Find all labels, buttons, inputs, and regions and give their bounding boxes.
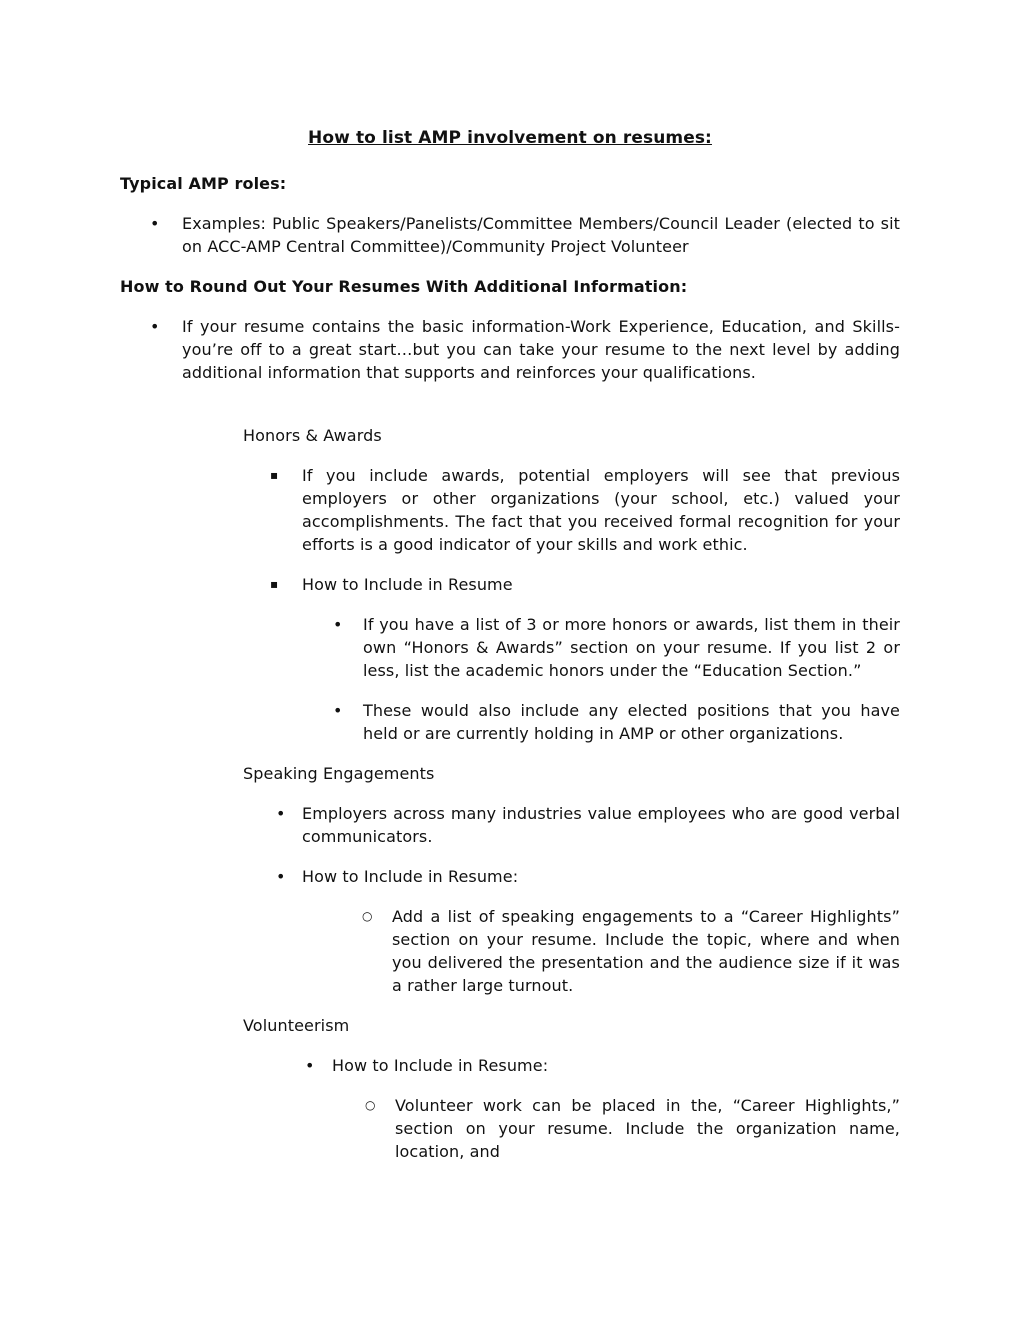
list-item-text: If you include awards, potential employers will see that previous employers or other organizations (your school, etc.) valued your accomplishments. The fact that you received formal recognition for your efforts is a good indicator of your skills and work ethic.: [302, 466, 900, 554]
list-item-include-awards: [270, 464, 900, 556]
bullet-square-icon: ▪: [270, 468, 279, 482]
list-item-volunteer-work: [365, 1094, 900, 1163]
bullet-circle-icon: ○: [362, 909, 373, 923]
list-item-honors-list-of-3: [333, 613, 900, 682]
list-item-speaking-how-to-include: [276, 865, 900, 888]
bullet-circle-icon: ○: [365, 1098, 376, 1112]
list-item-examples: [150, 212, 900, 258]
list-item-text: If you have a list of 3 or more honors or awards, list them in their own “Honors & Awards” section on your resume. If you list 2 or less, list the academic honors under the “Education Section.”: [363, 615, 900, 680]
bullet-dot-icon: •: [276, 867, 286, 886]
bullet-dot-icon: •: [305, 1056, 315, 1075]
document-content: [120, 127, 900, 1180]
list-item-text: How to Include in Resume:: [332, 1056, 549, 1075]
bullet-dot-icon: •: [276, 804, 286, 823]
list-item-add-speaking-list: [362, 905, 900, 997]
list-item-text: Examples: Public Speakers/Panelists/Committee Members/Council Leader (elected to sit on ACC-AMP Central Committee)/Community Project Volunteer: [182, 214, 900, 256]
list-item-resume-basics: [150, 315, 900, 384]
bullet-dot-icon: •: [150, 214, 160, 233]
list-item-honors-how-to-include: [270, 573, 900, 596]
subheading-volunteerism: Volunteerism: [243, 1016, 350, 1035]
document-title: How to list AMP involvement on resumes:: [308, 128, 712, 148]
list-item-text: Add a list of speaking engagements to a “Career Highlights” section on your resume. Include the topic, where and when you delivered the presentation and the audience size if it was a rather large turnout.: [392, 907, 900, 995]
list-item-elected-positions: [333, 699, 900, 745]
list-item-text: How to Include in Resume: [302, 575, 513, 594]
heading-typical-amp-roles: Typical AMP roles:: [120, 174, 287, 193]
heading-round-out: How to Round Out Your Resumes With Additional Information:: [120, 277, 688, 296]
list-item-text: If your resume contains the basic information-Work Experience, Education, and Skills-you’re off to a great start…but you can take your resume to the next level by adding additional information that supports and reinforces your qualifications.: [182, 317, 900, 382]
subheading-speaking-engagements: Speaking Engagements: [243, 764, 435, 783]
subheading-honors-awards: Honors & Awards: [243, 426, 382, 445]
bullet-dot-icon: •: [333, 701, 343, 720]
list-item-volunteer-how-to-include: [305, 1054, 900, 1077]
list-item-text: Employers across many industries value employees who are good verbal communicators.: [302, 804, 900, 846]
list-item-text: How to Include in Resume:: [302, 867, 519, 886]
list-item-employers-value: [276, 802, 900, 848]
bullet-dot-icon: •: [150, 317, 160, 336]
bullet-dot-icon: •: [333, 615, 343, 634]
list-item-text: These would also include any elected positions that you have held or are currently holding in AMP or other organizations.: [363, 701, 900, 743]
bullet-square-icon: ▪: [270, 577, 279, 591]
list-item-text: Volunteer work can be placed in the, “Career Highlights,” section on your resume. Include the organization name, location, and: [395, 1096, 900, 1161]
